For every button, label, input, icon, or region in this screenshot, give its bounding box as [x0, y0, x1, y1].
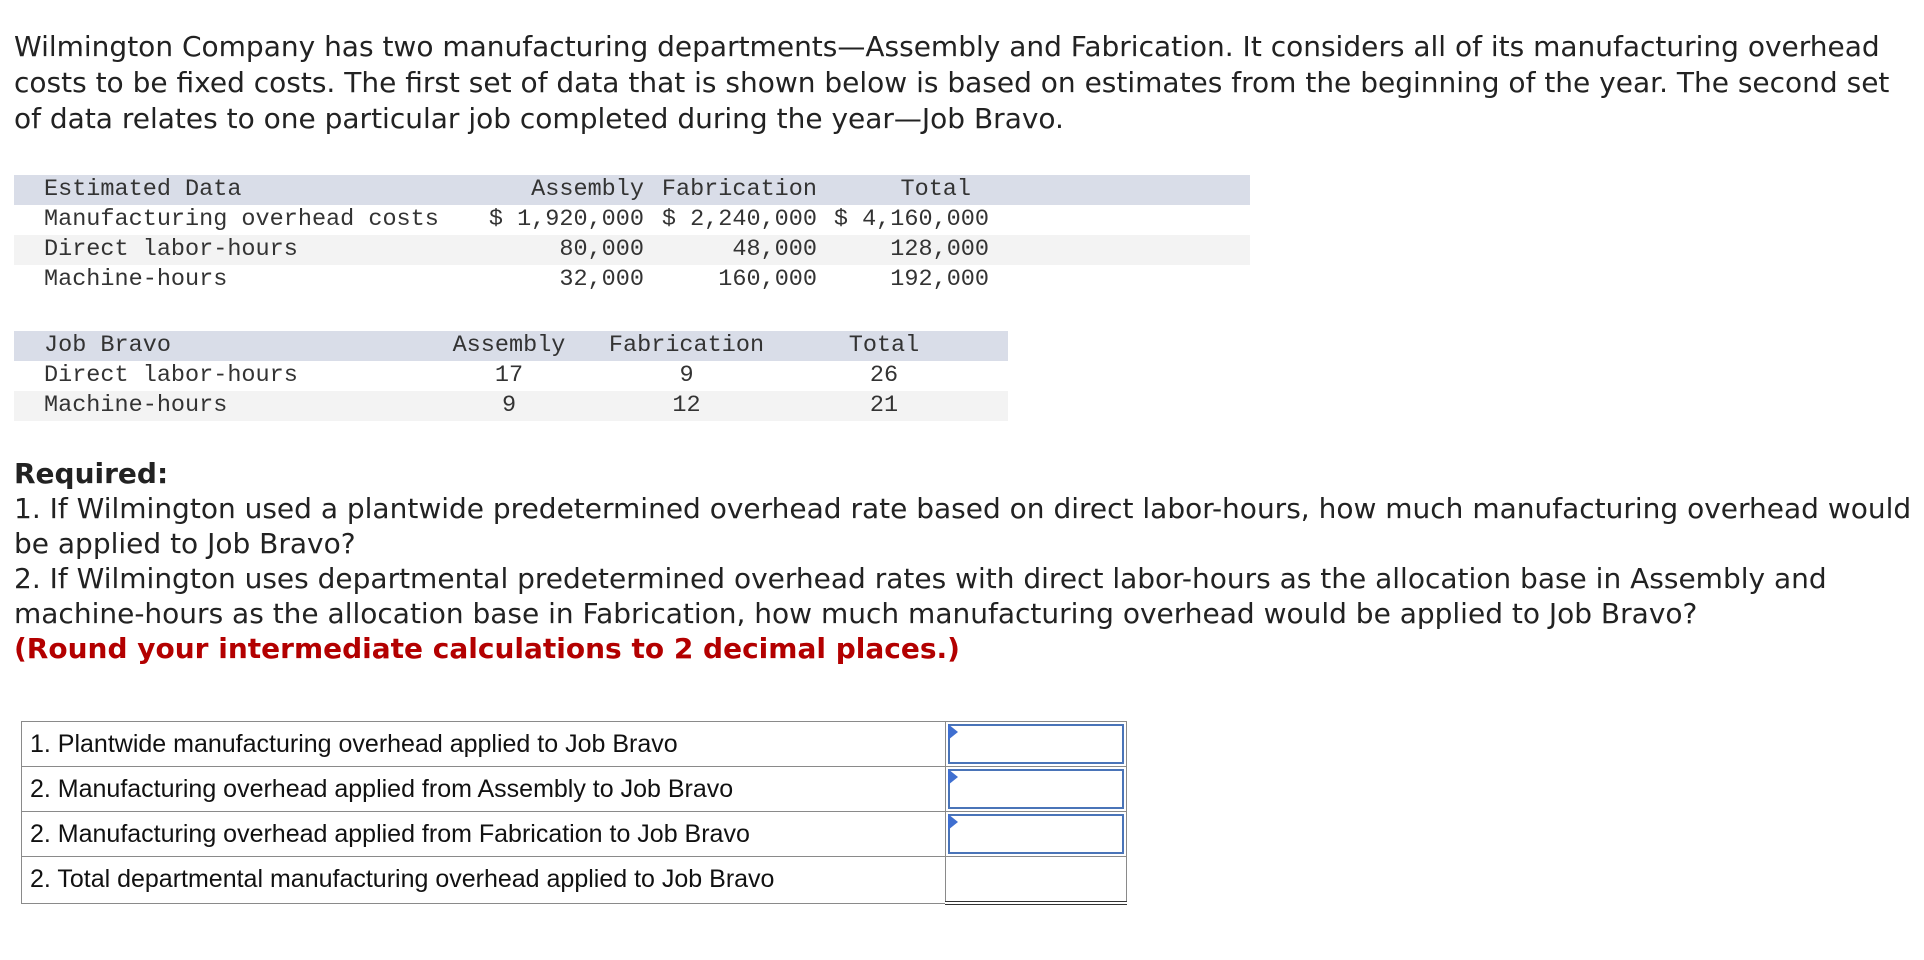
answer-row	[22, 722, 1127, 767]
answer-label: 2. Total departmental manufacturing overhead applied to Job Bravo	[22, 857, 946, 904]
table-header-row	[14, 331, 1008, 361]
table-cell: 9	[679, 362, 694, 389]
table-cell: 80,000	[484, 235, 644, 265]
plantwide-overhead-input[interactable]	[948, 724, 1124, 764]
table-row	[14, 205, 1250, 235]
table-cell: 128,000	[817, 235, 989, 265]
answer-table	[21, 721, 1127, 905]
answer-label: 2. Manufacturing overhead applied from Fabrication to Job Bravo	[22, 812, 946, 857]
table-cell: 12	[584, 391, 789, 421]
question-2: 2. If Wilmington uses departmental predetermined overhead rates with direct labor-hours as the allocation base in Assembly and machine-hours as the allocation base in Fabrication, how much manufacturing overhead would be applied to Job Bravo?	[14, 562, 1827, 630]
table-header-row	[14, 175, 1250, 205]
answer-cell	[946, 812, 1127, 857]
header-cell: Assembly	[434, 331, 584, 361]
required-title: Required:	[14, 457, 169, 490]
table-row	[14, 235, 1250, 265]
estimated-data-table	[14, 175, 1250, 295]
table-cell: 32,000	[559, 266, 644, 293]
table-cell: 21	[789, 391, 979, 421]
rounding-note: (Round your intermediate calculations to 2 decimal places.)	[14, 632, 960, 665]
answer-row	[22, 767, 1127, 812]
row-label: Manufacturing overhead costs	[44, 206, 439, 233]
table-cell: 160,000	[718, 266, 817, 293]
table-cell: 192,000	[890, 266, 989, 293]
table-cell: $ 4,160,000	[833, 206, 989, 233]
input-marker-icon	[948, 769, 958, 785]
row-label: Machine-hours	[14, 391, 434, 421]
input-marker-icon	[948, 724, 958, 740]
header-cell: Total	[789, 331, 979, 361]
header-cell: Fabrication	[584, 331, 789, 361]
row-label: Machine-hours	[44, 266, 228, 293]
header-cell: Assembly	[484, 175, 644, 205]
table-cell: 17	[494, 362, 524, 389]
answer-cell	[946, 722, 1127, 767]
question-1: 1. If Wilmington used a plantwide predetermined overhead rate based on direct labor-hours, how much manufacturing overhead would be applied to Job Bravo?	[14, 492, 1912, 560]
table-row	[14, 265, 1250, 295]
table-cell: 26	[869, 362, 899, 389]
total-overhead-cell	[946, 857, 1127, 904]
assembly-overhead-input[interactable]	[948, 769, 1124, 809]
table-cell: $ 1,920,000	[488, 206, 644, 233]
table-cell: 9	[434, 391, 584, 421]
header-cell: Total	[817, 175, 989, 205]
row-label: Direct labor-hours	[14, 235, 484, 265]
header-cell: Job Bravo	[14, 331, 434, 361]
header-cell: Fabrication	[644, 175, 817, 205]
job-bravo-table	[14, 331, 1008, 421]
problem-intro: Wilmington Company has two manufacturing departments—Assembly and Fabrication. It considers all of its manufacturing overhead costs to be fixed costs. The first set of data that is shown below is based on estimates from the beginning of the year. The second set of data relates to one particular job completed during the year—Job Bravo.	[14, 30, 1890, 135]
table-row	[14, 391, 1008, 421]
answer-cell	[946, 767, 1127, 812]
answer-row	[22, 812, 1127, 857]
required-section	[14, 456, 1914, 666]
header-cell: Estimated Data	[14, 175, 484, 205]
answer-row	[22, 857, 1127, 904]
row-label: Direct labor-hours	[44, 362, 298, 389]
table-cell: 48,000	[644, 235, 817, 265]
answer-label: 2. Manufacturing overhead applied from Assembly to Job Bravo	[22, 767, 946, 812]
fabrication-overhead-input[interactable]	[948, 814, 1124, 854]
table-cell: $ 2,240,000	[661, 206, 817, 233]
answer-label: 1. Plantwide manufacturing overhead applied to Job Bravo	[22, 722, 946, 767]
input-marker-icon	[948, 814, 958, 830]
table-row	[14, 361, 1008, 391]
